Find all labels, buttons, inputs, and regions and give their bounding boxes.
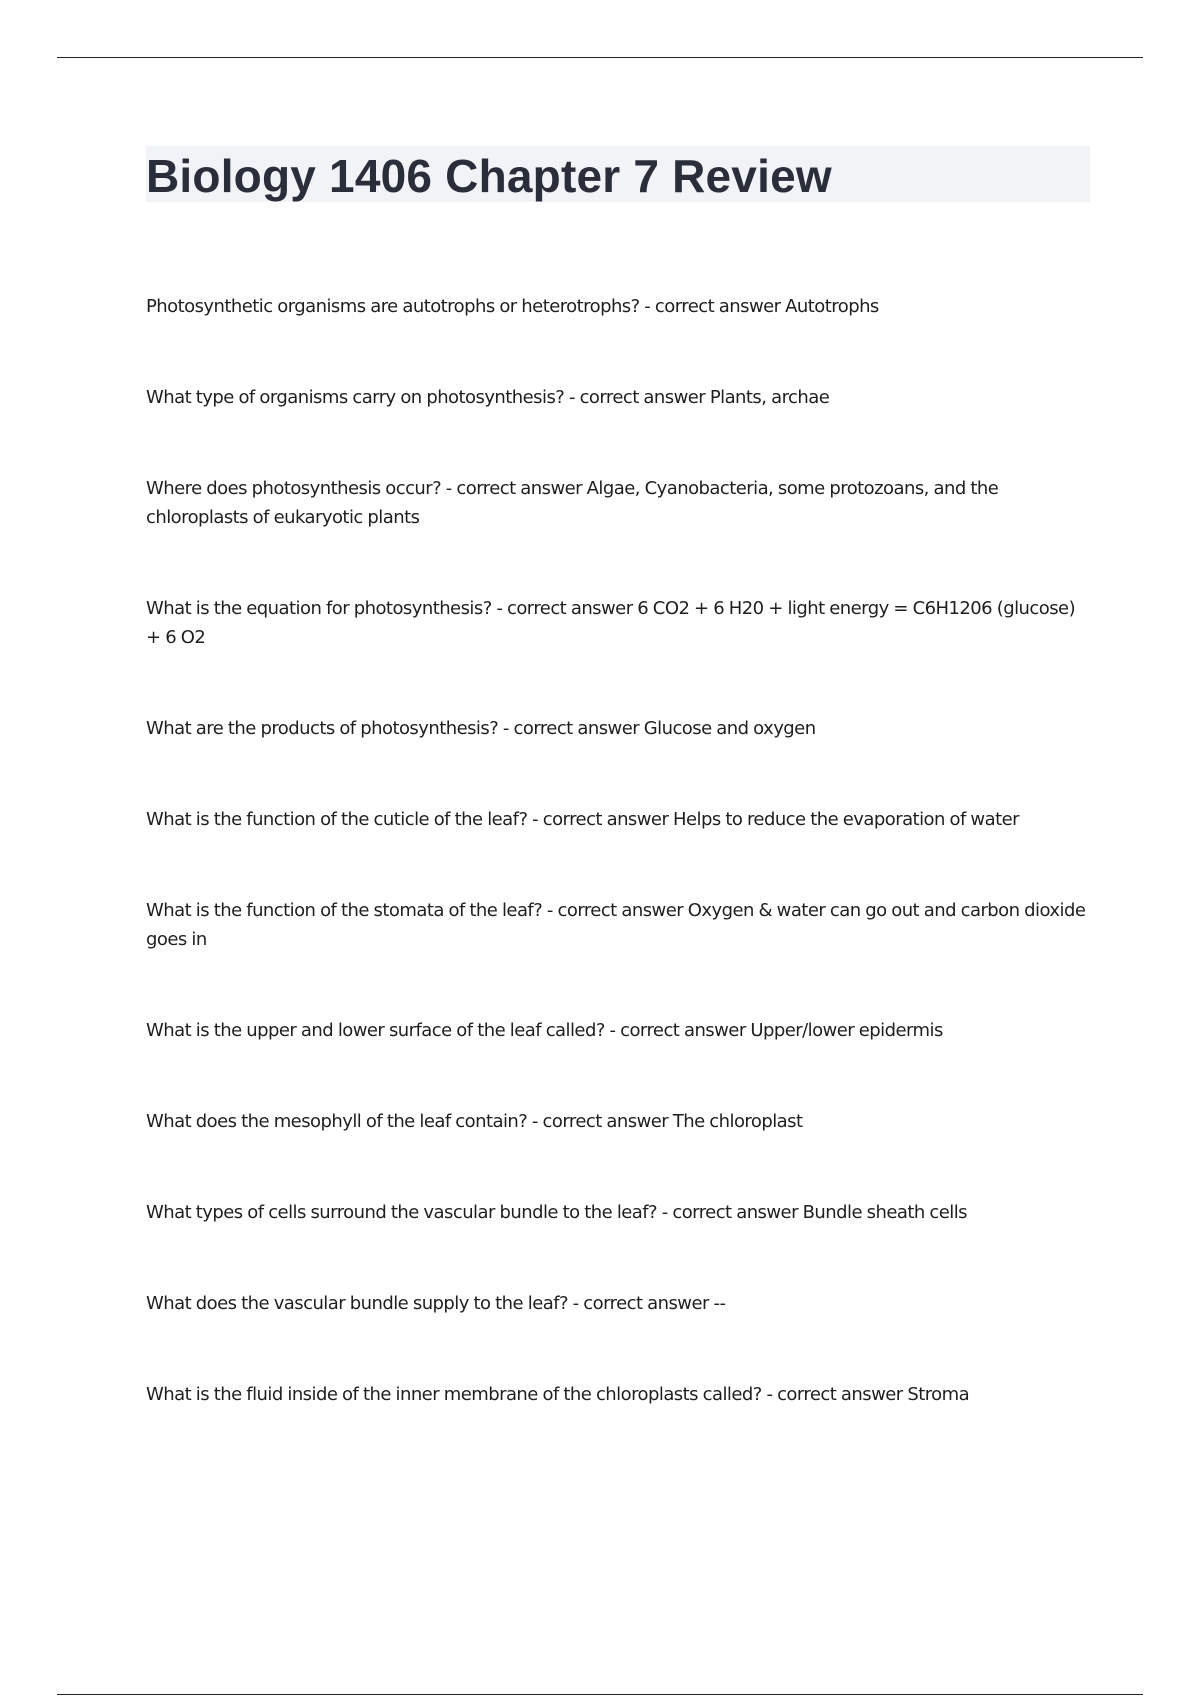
qa-item [146,1016,1092,1045]
qa-item [146,1289,1092,1318]
bottom-rule [57,1694,1143,1695]
qa-item [146,1198,1092,1227]
qa-item [146,1107,1092,1136]
qa-answer: Helps to reduce the evaporation of water [672,809,1019,830]
qa-answer: Bundle sheath cells [802,1202,967,1223]
qa-separator: - correct answer [542,900,688,921]
qa-item [146,805,1092,834]
qa-question: What types of cells surround the vascular bundle to the leaf? [146,1202,658,1223]
document-title: Biology 1406 Chapter 7 Review [146,150,832,202]
qa-answer: 6 CO2 + 6 H20 + light energy = C6H1206 (glucose) + 6 O2 [146,598,1076,648]
qa-item [146,474,1092,532]
qa-separator: - correct answer [568,1293,714,1314]
qa-answer: The chloroplast [672,1111,803,1132]
qa-item [146,383,1092,412]
qa-separator: - correct answer [527,809,673,830]
qa-separator: - correct answer [491,598,638,619]
qa-question: What is the equation for photosynthesis? [146,598,492,619]
qa-answer: Oxygen & water can go out and carbon dioxide goes in [146,900,1086,950]
qa-answer: Algae, Cyanobacteria, some protozoans, and the chloroplasts of eukaryotic plants [146,478,999,528]
qa-question: What are the products of photosynthesis? [146,718,499,739]
qa-answer: Plants, archae [709,387,830,408]
qa-item [146,292,1092,321]
qa-question: What is the fluid inside of the inner membrane of the chloroplasts called? [146,1384,762,1405]
qa-list [146,292,1092,1409]
qa-separator: - correct answer [657,1202,803,1223]
qa-question: What is the function of the cuticle of the leaf? [146,809,528,830]
qa-question: What does the vascular bundle supply to the leaf? [146,1293,568,1314]
qa-item [146,1380,1092,1409]
qa-question: What is the function of the stomata of the leaf? [146,900,543,921]
qa-separator: - correct answer [761,1384,908,1405]
qa-question: What does the mesophyll of the leaf contain? [146,1111,528,1132]
qa-item [146,896,1092,954]
qa-answer: Autotrophs [785,296,879,317]
qa-answer: -- [713,1293,726,1314]
qa-separator: - correct answer [498,718,644,739]
qa-item [146,594,1092,652]
qa-separator: - correct answer [564,387,710,408]
qa-answer: Stroma [907,1384,970,1405]
qa-question: What is the upper and lower surface of the leaf called? [146,1020,605,1041]
qa-item [146,714,1092,743]
qa-question: Where does photosynthesis occur? [146,478,442,499]
qa-separator: - correct answer [639,296,786,317]
qa-separator: - correct answer [604,1020,751,1041]
qa-separator: - correct answer [527,1111,673,1132]
qa-answer: Upper/lower epidermis [750,1020,943,1041]
qa-separator: - correct answer [441,478,587,499]
top-rule [57,57,1143,58]
title-band [146,146,1090,202]
qa-answer: Glucose and oxygen [643,718,816,739]
qa-question: Photosynthetic organisms are autotrophs or heterotrophs? [146,296,640,317]
qa-question: What type of organisms carry on photosynthesis? [146,387,565,408]
